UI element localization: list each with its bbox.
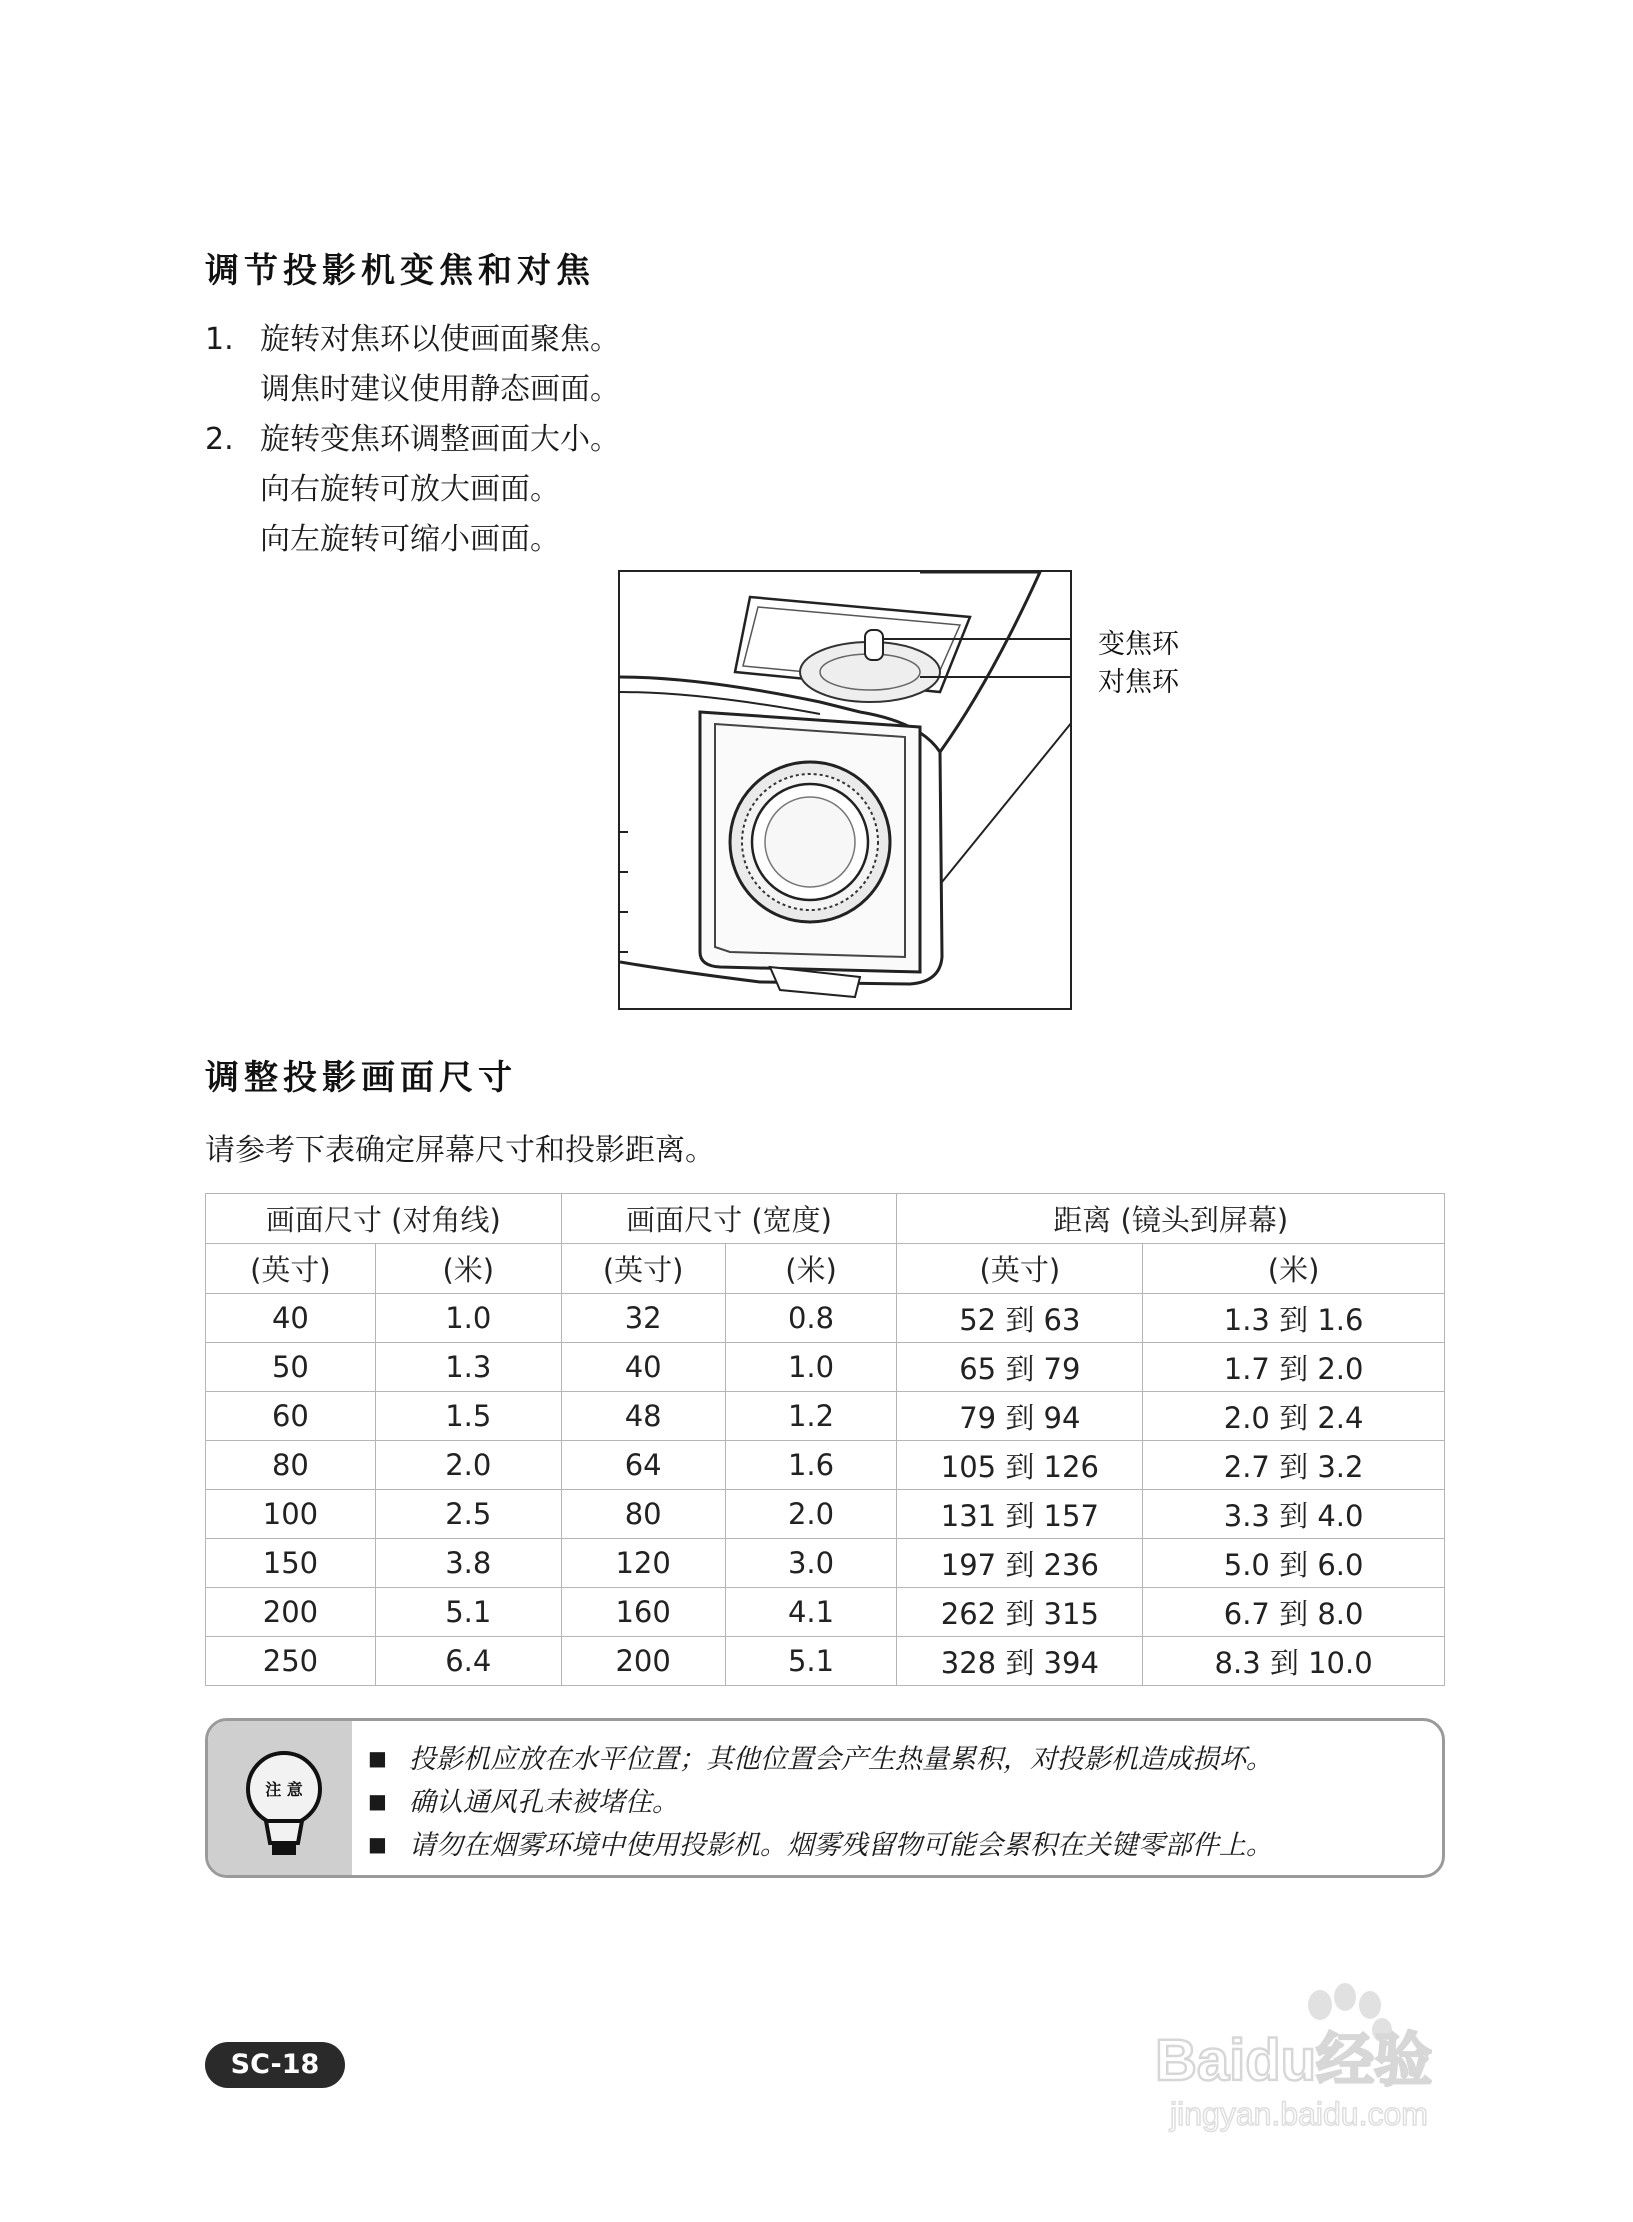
- table-cell: 79 到 94: [897, 1392, 1143, 1441]
- note-item: [368, 1782, 1273, 1825]
- unit-header: (英寸): [897, 1244, 1143, 1294]
- baidu-watermark: [1150, 1975, 1530, 2135]
- table-cell: 3.8: [375, 1539, 561, 1588]
- note-icon-label: 注 意: [265, 1780, 303, 1799]
- table-cell: 1.2: [725, 1392, 897, 1441]
- header-diagonal: 画面尺寸 (对角线): [206, 1194, 562, 1244]
- table-cell: 120: [561, 1539, 725, 1588]
- step-line: 旋转变焦环调整画面大小。: [260, 422, 620, 457]
- table-cell: 8.3 到 10.0: [1143, 1637, 1445, 1686]
- table-cell: 5.1: [725, 1637, 897, 1686]
- step-line: 向右旋转可放大画面。: [260, 472, 560, 507]
- table-unit-header-row: [206, 1244, 1445, 1294]
- table-row: [206, 1294, 1445, 1343]
- unit-header: (英寸): [561, 1244, 725, 1294]
- note-text: 请勿在烟雾环境中使用投影机。烟雾残留物可能会累积在关键零部件上。: [408, 1830, 1273, 1861]
- table-cell: 1.5: [375, 1392, 561, 1441]
- baidu-paw-logo-icon: [1150, 1975, 1530, 2135]
- table-cell: 105 到 126: [897, 1441, 1143, 1490]
- lightbulb-icon: [208, 1721, 352, 1878]
- table-cell: 200: [561, 1637, 725, 1686]
- table-row: [206, 1539, 1445, 1588]
- note-list: [368, 1739, 1273, 1868]
- table-cell: 80: [561, 1490, 725, 1539]
- step-line: 调焦时建议使用静态画面。: [260, 372, 620, 407]
- step-line: 旋转对焦环以使画面聚焦。: [260, 322, 620, 357]
- step-2: [205, 415, 620, 557]
- section-intro: 请参考下表确定屏幕尺寸和投影距离。: [205, 1133, 715, 1168]
- step-number: 1.: [205, 322, 234, 357]
- table-cell: 200: [206, 1588, 376, 1637]
- focus-ring-label: 对焦环: [1098, 667, 1179, 698]
- table-cell: 5.1: [375, 1588, 561, 1637]
- table-cell: 2.7 到 3.2: [1143, 1441, 1445, 1490]
- table-cell: 5.0 到 6.0: [1143, 1539, 1445, 1588]
- table-cell: 3.0: [725, 1539, 897, 1588]
- table-cell: 1.6: [725, 1441, 897, 1490]
- table-row: [206, 1343, 1445, 1392]
- projection-size-table: [205, 1193, 1445, 1686]
- table-cell: 6.4: [375, 1637, 561, 1686]
- table-row: [206, 1588, 1445, 1637]
- table-cell: 4.1: [725, 1588, 897, 1637]
- watermark-brand: Baidu经验: [1155, 2028, 1433, 2093]
- table-cell: 1.7 到 2.0: [1143, 1343, 1445, 1392]
- table-cell: 131 到 157: [897, 1490, 1143, 1539]
- section-title-screen-size: 调整投影画面尺寸: [205, 1058, 517, 1098]
- square-bullet-icon: ■: [368, 1832, 387, 1856]
- step-1: [205, 315, 620, 407]
- table-cell: 48: [561, 1392, 725, 1441]
- table-row: [206, 1490, 1445, 1539]
- table-cell: 262 到 315: [897, 1588, 1143, 1637]
- table-cell: 52 到 63: [897, 1294, 1143, 1343]
- note-item: [368, 1739, 1273, 1782]
- table-cell: 65 到 79: [897, 1343, 1143, 1392]
- square-bullet-icon: ■: [368, 1789, 387, 1813]
- table-cell: 2.0: [375, 1441, 561, 1490]
- header-distance: 距离 (镜头到屏幕): [897, 1194, 1445, 1244]
- table-cell: 40: [561, 1343, 725, 1392]
- unit-header: (米): [725, 1244, 897, 1294]
- table-cell: 197 到 236: [897, 1539, 1143, 1588]
- table-cell: 1.0: [375, 1294, 561, 1343]
- table-cell: 1.0: [725, 1343, 897, 1392]
- note-text: 确认通风孔未被堵住。: [408, 1787, 679, 1818]
- table-cell: 1.3: [375, 1343, 561, 1392]
- table-cell: 2.5: [375, 1490, 561, 1539]
- table-cell: 80: [206, 1441, 376, 1490]
- caution-note-box: [205, 1718, 1445, 1878]
- table-group-header-row: [206, 1194, 1445, 1244]
- step-number: 2.: [205, 422, 234, 457]
- projector-lens-illustration: [618, 570, 1072, 1010]
- section-title-zoom-focus: 调节投影机变焦和对焦: [205, 251, 595, 291]
- table-row: [206, 1392, 1445, 1441]
- table-cell: 3.3 到 4.0: [1143, 1490, 1445, 1539]
- table-cell: 160: [561, 1588, 725, 1637]
- table-cell: 50: [206, 1343, 376, 1392]
- table-cell: 0.8: [725, 1294, 897, 1343]
- unit-header: (米): [1143, 1244, 1445, 1294]
- note-icon-panel: [208, 1721, 352, 1875]
- table-cell: 1.3 到 1.6: [1143, 1294, 1445, 1343]
- table-cell: 2.0 到 2.4: [1143, 1392, 1445, 1441]
- note-item: [368, 1825, 1273, 1868]
- table-row: [206, 1637, 1445, 1686]
- table-cell: 40: [206, 1294, 376, 1343]
- watermark-url: jingyan.baidu.com: [1170, 2096, 1428, 2132]
- table-cell: 100: [206, 1490, 376, 1539]
- zoom-ring-label: 变焦环: [1098, 629, 1179, 660]
- square-bullet-icon: ■: [368, 1746, 387, 1770]
- projector-drawing: [620, 572, 1072, 1010]
- header-width: 画面尺寸 (宽度): [561, 1194, 897, 1244]
- table-cell: 32: [561, 1294, 725, 1343]
- page-number-badge: SC-18: [205, 2042, 345, 2088]
- unit-header: (米): [375, 1244, 561, 1294]
- table-cell: 60: [206, 1392, 376, 1441]
- unit-header: (英寸): [206, 1244, 376, 1294]
- table-cell: 6.7 到 8.0: [1143, 1588, 1445, 1637]
- table-cell: 150: [206, 1539, 376, 1588]
- note-text: 投影机应放在水平位置；其他位置会产生热量累积，对投影机造成损坏。: [408, 1744, 1273, 1775]
- table-cell: 328 到 394: [897, 1637, 1143, 1686]
- table-cell: 2.0: [725, 1490, 897, 1539]
- step-line: 向左旋转可缩小画面。: [260, 522, 560, 557]
- table-row: [206, 1441, 1445, 1490]
- table-cell: 64: [561, 1441, 725, 1490]
- table-cell: 250: [206, 1637, 376, 1686]
